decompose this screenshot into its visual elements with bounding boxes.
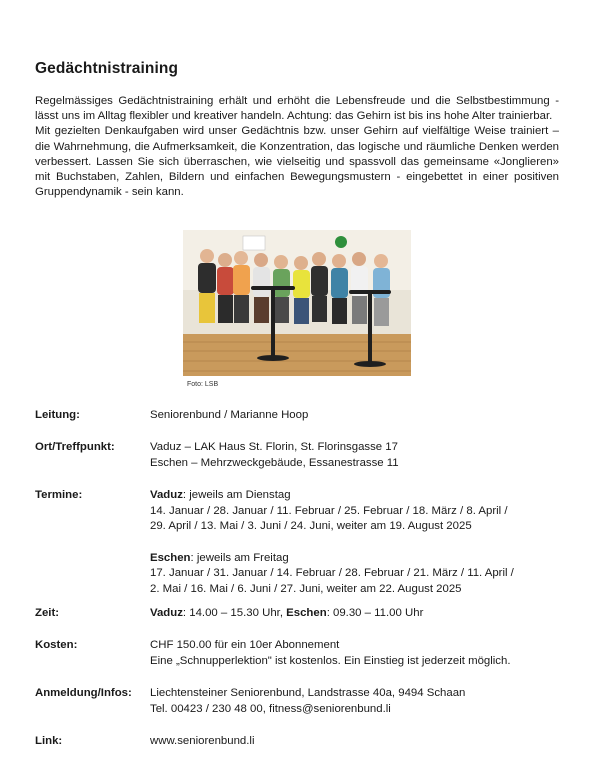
intro-paragraph-1: Regelmässiges Gedächtnistraining erhält und erhöht die Lebensfreude und die Selbstbestimmung - lässt uns im Alltag flexibler und kreativer handeln. Achtung: das Gehirn ist bis ins hohe Alter trainierbar.	[35, 95, 559, 123]
kosten-note: Eine „Schnupperlektion" ist kostenlos. Ein Einstieg ist jederzeit möglich.	[150, 654, 511, 667]
ort-label: Ort/Treffpunkt:	[35, 441, 115, 453]
kosten-label: Kosten:	[35, 639, 78, 651]
anmeldung-address: Liechtensteiner Seniorenbund, Landstrasse 40a, 9494 Schaan	[150, 687, 466, 699]
termine-value	[150, 488, 570, 598]
link-label: Link:	[35, 735, 63, 747]
website-link[interactable]: www.seniorenbund.li	[150, 735, 255, 747]
page-title: Gedächtnistraining	[35, 60, 179, 77]
leitung-value: Seniorenbund / Marianne Hoop	[150, 409, 309, 421]
intro-paragraph-2: Mit gezielten Denkaufgaben wird unser Gedächtnis bzw. unser Gehirn auf vielfältige Weise trainiert – die Wahrnehmung, die Aufmerksamkeit, die Konzentration, das logische und räumliche Denken werden verbessert. Lassen Sie sich überraschen, wie vielseitig und spassvoll das gemeinsame «Jonglieren» mit Buchstaben, Zahlen, Bildern und einfachen Bewegungsmustern - eingebettet in einer positiven Gruppendynamik - sein kann.	[35, 125, 559, 199]
termine-vaduz-dates-1: 14. Januar / 28. Januar / 11. Februar / 25. Februar / 18. März / 8. April /	[150, 504, 508, 517]
photo-caption: Foto: LSB	[187, 381, 219, 388]
zeit-eschen-place: Eschen	[286, 607, 327, 619]
leitung-label: Leitung:	[35, 409, 80, 421]
ort-line-eschen: Eschen – Mehrzweckgebäude, Essanestrasse 11	[150, 456, 399, 469]
ort-line-vaduz: Vaduz – LAK Haus St. Florin, St. Florinsgasse 17	[150, 441, 398, 453]
zeit-label: Zeit:	[35, 607, 60, 619]
anmeldung-contact[interactable]: Tel. 00423 / 230 48 00, fitness@seniorenbund.li	[150, 702, 391, 715]
kosten-value	[150, 638, 570, 669]
anmeldung-label: Anmeldung/Infos:	[35, 687, 132, 699]
termine-eschen-heading	[150, 551, 570, 567]
termine-label: Termine:	[35, 489, 83, 501]
termine-eschen-place: Eschen	[150, 551, 191, 564]
group-photo	[183, 230, 411, 376]
zeit-eschen-time: : 09.30 – 11.00 Uhr	[326, 607, 424, 619]
termine-vaduz-dates-2: 29. April / 13. Mai / 3. Juni / 24. Juni, weiter am 19. August 2025	[150, 520, 472, 533]
zeit-value	[150, 606, 570, 622]
zeit-vaduz-time: : 14.00 – 15.30 Uhr,	[182, 607, 287, 619]
termine-vaduz-place: Vaduz	[150, 489, 183, 501]
termine-eschen-dates-2: 2. Mai / 16. Mai / 6. Juni / 27. Juni, weiter am 22. August 2025	[150, 582, 462, 595]
kosten-price: CHF 150.00 für ein 10er Abonnement	[150, 639, 340, 651]
termine-vaduz-heading	[150, 488, 570, 504]
termine-eschen-dates-1: 17. Januar / 31. Januar / 14. Februar / 28. Februar / 21. März / 11. April /	[150, 567, 514, 580]
ort-value	[150, 440, 570, 471]
termine-vaduz-day: : jeweils am Dienstag	[182, 489, 291, 501]
anmeldung-value	[150, 686, 570, 717]
termine-eschen-day: : jeweils am Freitag	[190, 551, 289, 564]
intro-text	[35, 94, 559, 200]
zeit-vaduz-place: Vaduz	[150, 607, 183, 619]
